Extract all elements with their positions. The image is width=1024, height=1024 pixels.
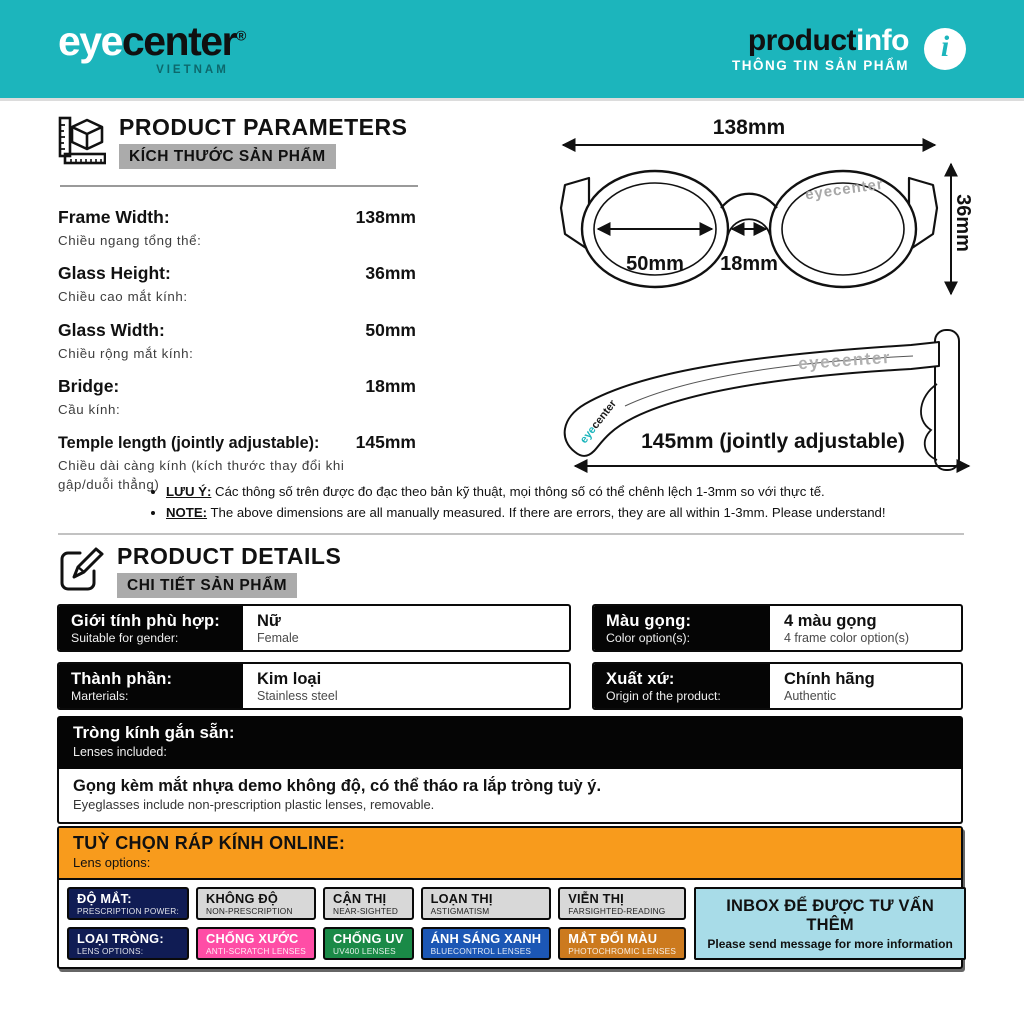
tip-logo-center: center xyxy=(589,397,620,432)
note-head: LƯU Ý: xyxy=(166,484,212,499)
registered-mark: ® xyxy=(235,27,245,44)
brand-wordmark xyxy=(58,18,245,65)
detail-value: Kim loại xyxy=(257,669,322,688)
detail-label-en: Color option(s): xyxy=(606,630,691,645)
parameters-subtitle: KÍCH THƯỚC SẢN PHẨM xyxy=(119,144,336,169)
param-value: 50mm xyxy=(365,319,416,340)
parameter-item xyxy=(58,376,416,419)
lens-options-grid xyxy=(67,887,686,960)
param-value: 138mm xyxy=(355,207,416,227)
parameter-list xyxy=(58,207,416,508)
chip-lens-options xyxy=(67,927,189,960)
note-text: Các thông số trên được đo đạc theo bản kỹ thuật, mọi thông số có thể chênh lệch 1-3mm so với thực tế. xyxy=(211,484,825,499)
bridge-width-label: 18mm xyxy=(720,253,778,275)
detail-row-materials xyxy=(57,662,571,710)
brand-eye: eye xyxy=(58,18,122,65)
chip-sub: NEAR-SIGHTED xyxy=(333,906,399,916)
param-label: Glass Width: xyxy=(58,319,165,340)
section-divider xyxy=(58,533,964,535)
glass-height-label: 36mm xyxy=(952,194,974,252)
parameter-item xyxy=(58,207,416,250)
chip-label: CHỐNG UV xyxy=(333,931,404,946)
top-banner xyxy=(0,0,1024,101)
chip-label: MẮT ĐỔI MÀU xyxy=(568,931,658,946)
temple-length-label: 145mm (jointly adjustable) xyxy=(641,430,905,453)
chip-sub: FARSIGHTED-READING xyxy=(568,906,666,916)
product-info-subtitle: THÔNG TIN SẢN PHẨM xyxy=(732,58,909,74)
note-head: NOTE: xyxy=(166,505,208,521)
parameters-divider xyxy=(60,185,418,187)
chip-farsighted xyxy=(558,887,686,920)
lens-options-block xyxy=(57,826,963,969)
chip-sub: LENS OPTIONS: xyxy=(77,946,144,956)
detail-label: Giới tính phù hợp: xyxy=(71,611,220,630)
note-text: The above dimensions are all manually measured. If there are errors, they are all within 1-3mm. Please understand! xyxy=(207,505,886,521)
lenses-included-label-en: Lenses included: xyxy=(73,745,167,759)
chip-label: CHỐNG XƯỚC xyxy=(206,931,299,946)
parameter-item xyxy=(58,320,416,363)
details-title: PRODUCT DETAILS xyxy=(117,543,342,569)
chip-label: ĐỘ MẮT: xyxy=(77,891,132,906)
detail-label-en: Origin of the product: xyxy=(606,688,721,703)
detail-label: Xuất xứ: xyxy=(606,669,675,688)
chip-prescription-power xyxy=(67,887,189,920)
parameters-title: PRODUCT PARAMETERS xyxy=(119,114,408,140)
brand-logo xyxy=(58,18,245,77)
details-subtitle: CHI TIẾT SẢN PHẨM xyxy=(117,573,297,598)
param-value: 18mm xyxy=(365,375,416,396)
edit-note-icon xyxy=(58,545,104,593)
lenses-included-body xyxy=(57,769,963,824)
product-info-title xyxy=(732,25,909,57)
details-section-header xyxy=(58,545,341,598)
detail-label-en: Marterials: xyxy=(71,688,129,703)
chip-sub: NON-PRESCRIPTION xyxy=(206,906,293,916)
chip-label: VIỄN THỊ xyxy=(568,891,624,906)
measurement-notes xyxy=(150,481,910,523)
chip-label: ÁNH SÁNG XANH xyxy=(430,931,542,946)
detail-value-en: Authentic xyxy=(784,688,837,703)
param-label-vi: Chiều cao mắt kính: xyxy=(58,289,188,305)
info-icon: i xyxy=(924,28,966,70)
param-label: Bridge: xyxy=(58,375,120,396)
lenses-included-block xyxy=(57,716,963,824)
chip-sub: PRESCRIPTION POWER: xyxy=(77,906,179,916)
parameters-section-header xyxy=(58,116,407,169)
product-word: product xyxy=(747,23,857,57)
tip-logo-eye: eye xyxy=(577,423,599,446)
glasses-front-diagram xyxy=(545,112,1024,302)
detail-row-gender xyxy=(57,604,571,652)
chip-label: KHÔNG ĐỘ xyxy=(206,891,278,906)
param-label-vi: Chiều rộng mắt kính: xyxy=(58,345,194,361)
detail-label: Màu gọng: xyxy=(606,611,692,630)
front-watermark: eyecenter xyxy=(804,175,885,204)
chip-sub: ASTIGMATISM xyxy=(430,906,490,916)
detail-value-en: Female xyxy=(257,630,299,645)
param-label-vi: Chiều dài càng kính (kích thước thay đổi khi gập/duỗi thẳng) xyxy=(58,458,345,493)
inbox-title: INBOX ĐỂ ĐƯỢC TƯ VẤN THÊM xyxy=(726,896,934,934)
front-width-label: 138mm xyxy=(712,116,786,139)
dimensions-icon xyxy=(58,116,106,166)
detail-value-en: 4 frame color option(s) xyxy=(784,630,910,645)
chip-label: CẬN THỊ xyxy=(333,891,387,906)
lenses-included-value-en: Eyeglasses include non-prescription plastic lenses, removable. xyxy=(73,797,435,812)
lens-options-title: TUỲ CHỌN RÁP KÍNH ONLINE: xyxy=(73,833,346,853)
product-info-header xyxy=(732,25,966,74)
lenses-included-label: Tròng kính gắn sẵn: xyxy=(73,723,235,742)
param-label-vi: Cầu kính: xyxy=(58,401,121,417)
chip-sub: PHOTOCHROMIC LENSES xyxy=(568,946,677,956)
inbox-cta[interactable] xyxy=(694,887,966,960)
brand-country: VIETNAM xyxy=(156,64,229,77)
inbox-subtitle: Please send message for more information xyxy=(707,936,953,951)
parameter-item xyxy=(58,263,416,306)
lens-options-header xyxy=(59,828,961,880)
chip-sub: ANTI-SCRATCH LENSES xyxy=(206,946,306,956)
detail-value: 4 màu gọng xyxy=(784,611,877,630)
side-watermark: eyecenter xyxy=(797,347,892,374)
detail-value: Chính hãng xyxy=(784,669,875,688)
chip-uv400 xyxy=(323,927,414,960)
note-en xyxy=(166,502,910,523)
chip-label: LOẠI TRÒNG: xyxy=(77,931,164,946)
lens-width-label: 50mm xyxy=(626,253,684,275)
glasses-side-diagram xyxy=(545,296,1024,481)
param-label-vi: Chiều ngang tổng thể: xyxy=(58,233,202,248)
chip-anti-scratch xyxy=(196,927,316,960)
details-table xyxy=(57,604,963,710)
detail-value-en: Stainless steel xyxy=(257,688,338,703)
param-label: Frame Width: xyxy=(58,207,170,227)
chip-label: LOẠN THỊ xyxy=(430,891,493,906)
lenses-included-value: Gọng kèm mắt nhựa demo không độ, có thể tháo ra lắp tròng tuỳ ý. xyxy=(73,777,602,795)
brand-center: center xyxy=(121,18,236,65)
lenses-included-header xyxy=(57,716,963,769)
chip-non-prescription xyxy=(196,887,316,920)
param-value: 36mm xyxy=(365,263,416,284)
chip-near-sighted xyxy=(323,887,414,920)
note-vi xyxy=(166,481,910,502)
chip-astigmatism xyxy=(421,887,552,920)
detail-label: Thành phần: xyxy=(71,669,173,688)
param-label: Temple length (jointly adjustable): xyxy=(58,434,320,453)
detail-row-colors xyxy=(592,604,963,652)
lens-options-subtitle: Lens options: xyxy=(73,855,151,870)
detail-label-en: Suitable for gender: xyxy=(71,630,179,645)
chip-sub: BLUECONTROL LENSES xyxy=(430,946,532,956)
info-word: info xyxy=(856,23,909,57)
detail-row-origin xyxy=(592,662,963,710)
param-value: 145mm xyxy=(355,432,416,453)
chip-photochromic xyxy=(558,927,686,960)
chip-bluecontrol xyxy=(421,927,552,960)
chip-sub: UV400 LENSES xyxy=(333,946,396,956)
param-label: Glass Height: xyxy=(58,263,171,284)
detail-value: Nữ xyxy=(257,611,281,630)
